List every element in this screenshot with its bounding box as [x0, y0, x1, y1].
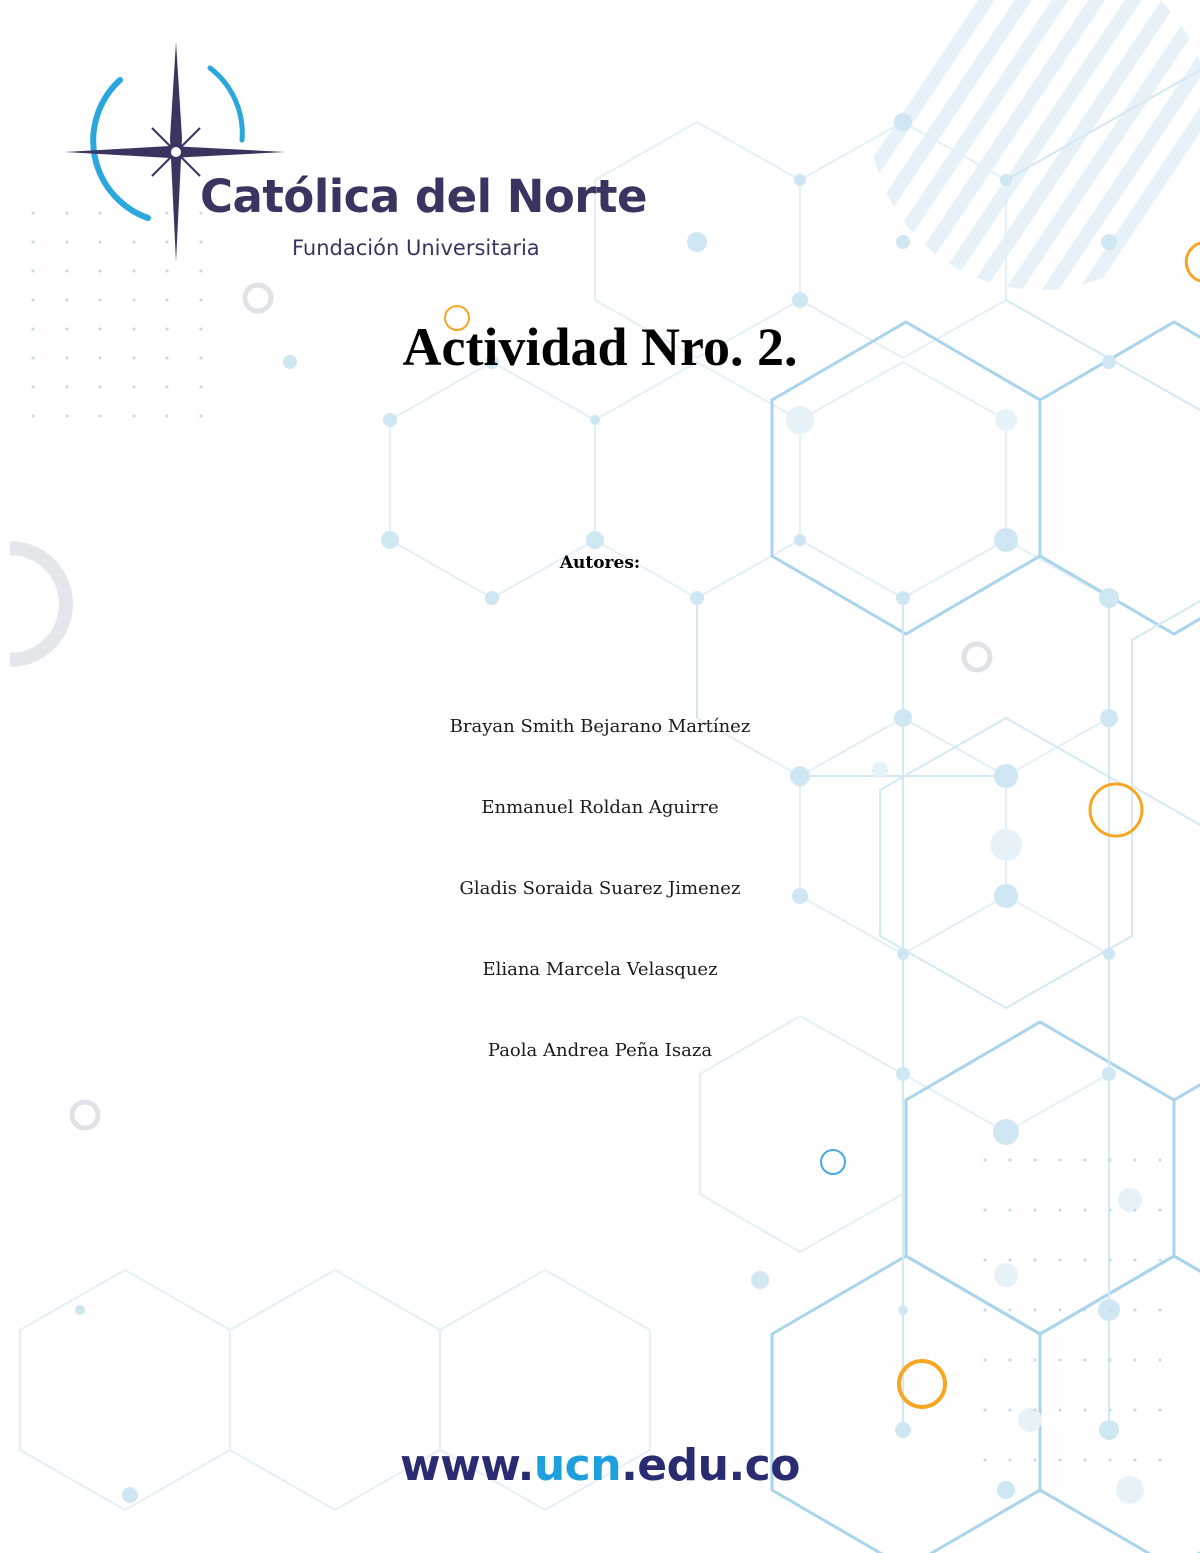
author-name: Eliana Marcela Velasquez — [482, 959, 718, 980]
website-suffix: .edu.co — [621, 1440, 800, 1491]
website-highlight: ucn — [533, 1440, 622, 1491]
logo-subtitle: Fundación Universitaria — [292, 236, 540, 260]
author-name: Enmanuel Roldan Aguirre — [481, 797, 719, 818]
logo-title: Católica del Norte — [200, 170, 647, 223]
authors-label: Autores: — [559, 553, 641, 573]
document-title: Actividad Nro. 2. — [402, 317, 798, 377]
website-prefix: www. — [400, 1440, 534, 1491]
author-name: Gladis Soraida Suarez Jimenez — [459, 878, 741, 899]
website-url[interactable] — [0, 1440, 1200, 1491]
compass-star-icon — [60, 40, 290, 270]
author-name: Paola Andrea Peña Isaza — [487, 1040, 713, 1061]
author-name: Brayan Smith Bejarano Martínez — [449, 716, 751, 737]
